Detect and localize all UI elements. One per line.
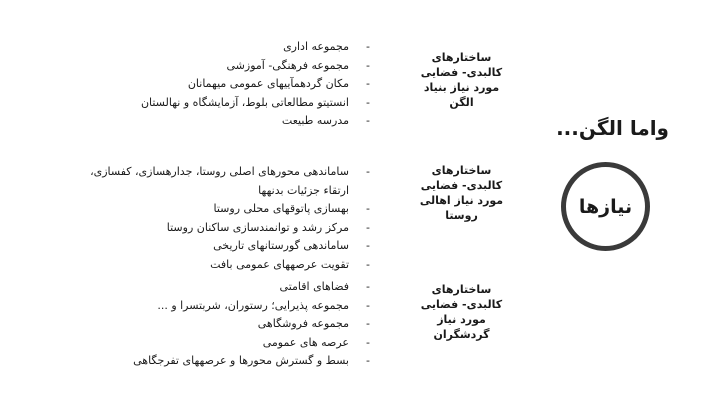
list-item bbox=[73, 57, 373, 76]
list-item bbox=[73, 112, 373, 131]
list-item bbox=[73, 163, 373, 200]
list-item-text: مجموعه پذیرایی؛ رستوران، شربتسرا و ... bbox=[157, 298, 349, 312]
bullet-dash: - bbox=[366, 335, 370, 349]
list-item-text: فضاهای اقامتی bbox=[279, 280, 349, 293]
list-item bbox=[73, 38, 373, 57]
bullet-dash: - bbox=[366, 202, 370, 215]
bullet-dash: - bbox=[366, 220, 370, 234]
list-item-text: مجموعه اداری bbox=[283, 40, 349, 53]
bullet-dash: - bbox=[366, 114, 370, 127]
list-item-text: ساماندهی گورستانهای تاریخی bbox=[213, 239, 349, 252]
bullet-dash: - bbox=[366, 58, 370, 72]
list-item-text: تقویت عرصههای عمومی بافت bbox=[210, 257, 349, 271]
list-item-text: انستیتو مطالعاتی بلوط، آزمایشگاه و نهالستان bbox=[140, 95, 349, 109]
list-item-text: مرکز رشد و توانمندسازی ساکنان روستا bbox=[166, 220, 349, 234]
list-item-text: ساماندهی محورهای اصلی روستا، جدارهسازی، کفسازی، ارتقاء جزئیات بدنهها bbox=[90, 165, 349, 197]
list-item bbox=[73, 75, 373, 94]
bullet-dash: - bbox=[366, 257, 370, 271]
list-item-text: مجموعه فروشگاهی bbox=[257, 317, 349, 330]
list-item-text: بهسازی پاتوقهای محلی روستا bbox=[213, 202, 349, 215]
list-item-text: عرصه های عمومی bbox=[262, 335, 349, 349]
bullet-dash: - bbox=[366, 354, 370, 367]
list-item-text: مجموعه فرهنگی- آموزشی bbox=[226, 58, 349, 72]
list-item-text: مدرسه طبیعت bbox=[281, 114, 349, 127]
section-heading: ساختارهای کالبدی- فضایی مورد نیاز اهالی روستا bbox=[419, 164, 504, 222]
section-item-list bbox=[73, 278, 373, 371]
bullet-dash: - bbox=[366, 317, 370, 330]
bullet-dash: - bbox=[366, 95, 370, 109]
needs-circle-label: نیازها bbox=[578, 195, 633, 218]
section-item-list bbox=[73, 38, 373, 131]
section-item-list bbox=[73, 163, 373, 274]
list-item bbox=[73, 219, 373, 238]
bullet-dash: - bbox=[366, 239, 370, 252]
list-item bbox=[73, 256, 373, 275]
bullet-dash: - bbox=[366, 77, 370, 90]
list-item bbox=[73, 237, 373, 256]
list-item bbox=[73, 278, 373, 297]
list-item bbox=[73, 352, 373, 371]
list-item bbox=[73, 297, 373, 316]
section-heading: ساختارهای کالبدی- فضایی مورد نیاز بنیاد الگن bbox=[420, 51, 503, 109]
needs-circle bbox=[561, 162, 650, 251]
list-item-text: مکان گردهمآییهای عمومی میهمانان bbox=[187, 77, 349, 90]
bullet-dash: - bbox=[366, 280, 370, 293]
list-item bbox=[73, 334, 373, 353]
section-heading: ساختارهای کالبدی- فضایی مورد نیاز گردشگران bbox=[420, 283, 503, 341]
list-item bbox=[73, 315, 373, 334]
bullet-dash: - bbox=[366, 298, 370, 312]
list-item-text: بسط و گسترش محورها و عرصههای تفرجگاهی bbox=[133, 354, 349, 367]
list-item bbox=[73, 94, 373, 113]
slide-title: واما الگن... bbox=[556, 116, 669, 140]
list-item bbox=[73, 200, 373, 219]
bullet-dash: - bbox=[366, 165, 370, 178]
bullet-dash: - bbox=[366, 40, 370, 53]
